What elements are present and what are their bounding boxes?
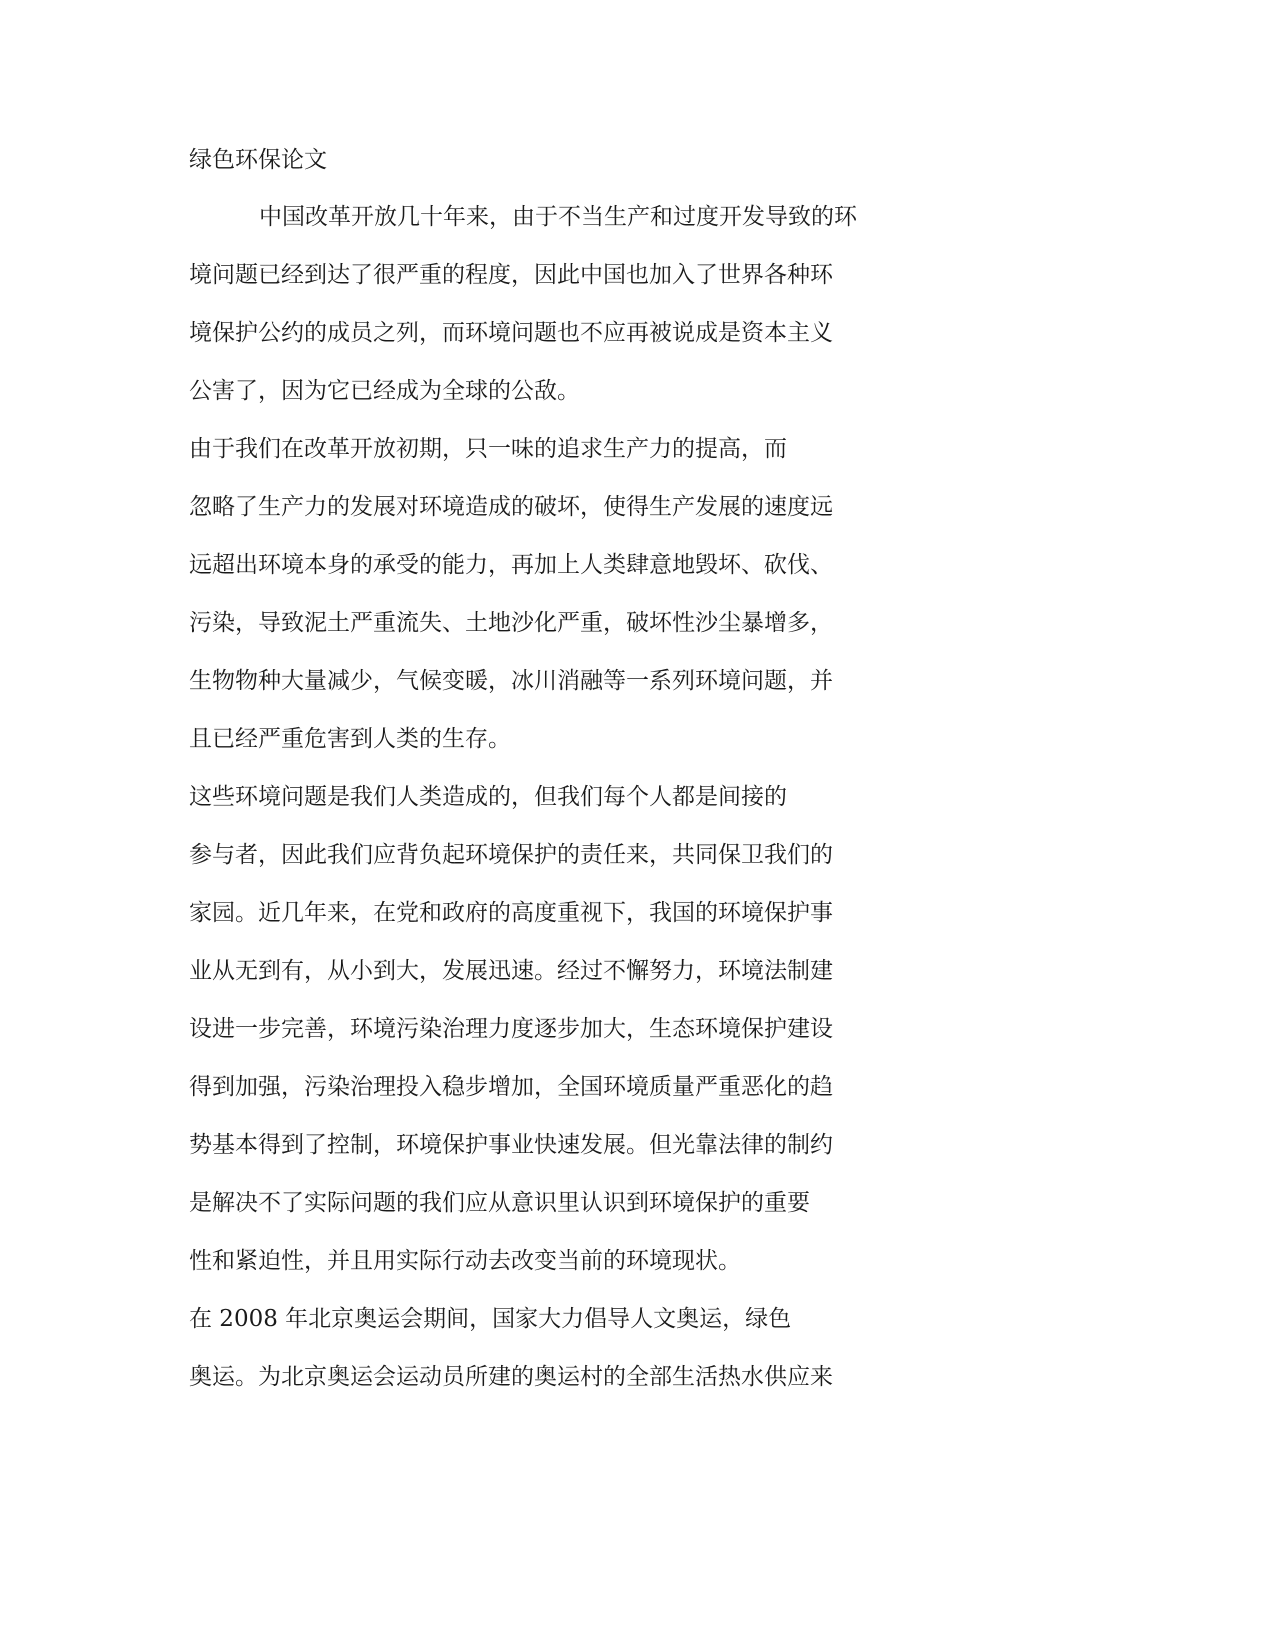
text-line: 性和紧迫性，并且用实际行动去改变当前的环境现状。	[189, 1248, 741, 1274]
text-line: 中国改革开放几十年来，由于不当生产和过度开发导致的环	[259, 204, 857, 230]
text-line: 势基本得到了控制，环境保护事业快速发展。但光靠法律的制约	[189, 1132, 833, 1158]
text-line: 在 2008 年北京奥运会期间，国家大力倡导人文奥运，绿色	[189, 1306, 792, 1332]
text-line: 得到加强，污染治理投入稳步增加，全国环境质量严重恶化的趋	[189, 1074, 833, 1100]
text-line: 境保护公约的成员之列，而环境问题也不应再被说成是资本主义	[189, 320, 833, 346]
text-line: 且已经严重危害到人类的生存。	[189, 726, 511, 752]
text-line: 是解决不了实际问题的我们应从意识里认识到环境保护的重要	[189, 1190, 810, 1216]
text-line: 由于我们在改革开放初期，只一味的追求生产力的提高，而	[189, 436, 787, 462]
document-title: 绿色环保论文	[189, 147, 327, 173]
text-line: 奥运。为北京奥运会运动员所建的奥运村的全部生活热水供应来	[189, 1364, 833, 1390]
text-line: 公害了，因为它已经成为全球的公敌。	[189, 378, 580, 404]
text-line: 忽略了生产力的发展对环境造成的破坏，使得生产发展的速度远	[189, 494, 833, 520]
text-line: 远超出环境本身的承受的能力，再加上人类肆意地毁坏、砍伐、	[189, 552, 833, 578]
text-line: 生物物种大量减少，气候变暖，冰川消融等一系列环境问题，并	[189, 668, 833, 694]
text-line: 设进一步完善，环境污染治理力度逐步加大，生态环境保护建设	[189, 1016, 833, 1042]
text-line: 境问题已经到达了很严重的程度，因此中国也加入了世界各种环	[189, 262, 833, 288]
text-line: 家园。近几年来，在党和政府的高度重视下，我国的环境保护事	[189, 900, 833, 926]
text-line: 污染，导致泥土严重流失、土地沙化严重，破坏性沙尘暴增多，	[189, 610, 833, 636]
text-line: 这些环境问题是我们人类造成的，但我们每个人都是间接的	[189, 784, 787, 810]
text-line: 业从无到有，从小到大，发展迅速。经过不懈努力，环境法制建	[189, 958, 833, 984]
text-line: 参与者，因此我们应背负起环境保护的责任来，共同保卫我们的	[189, 842, 833, 868]
